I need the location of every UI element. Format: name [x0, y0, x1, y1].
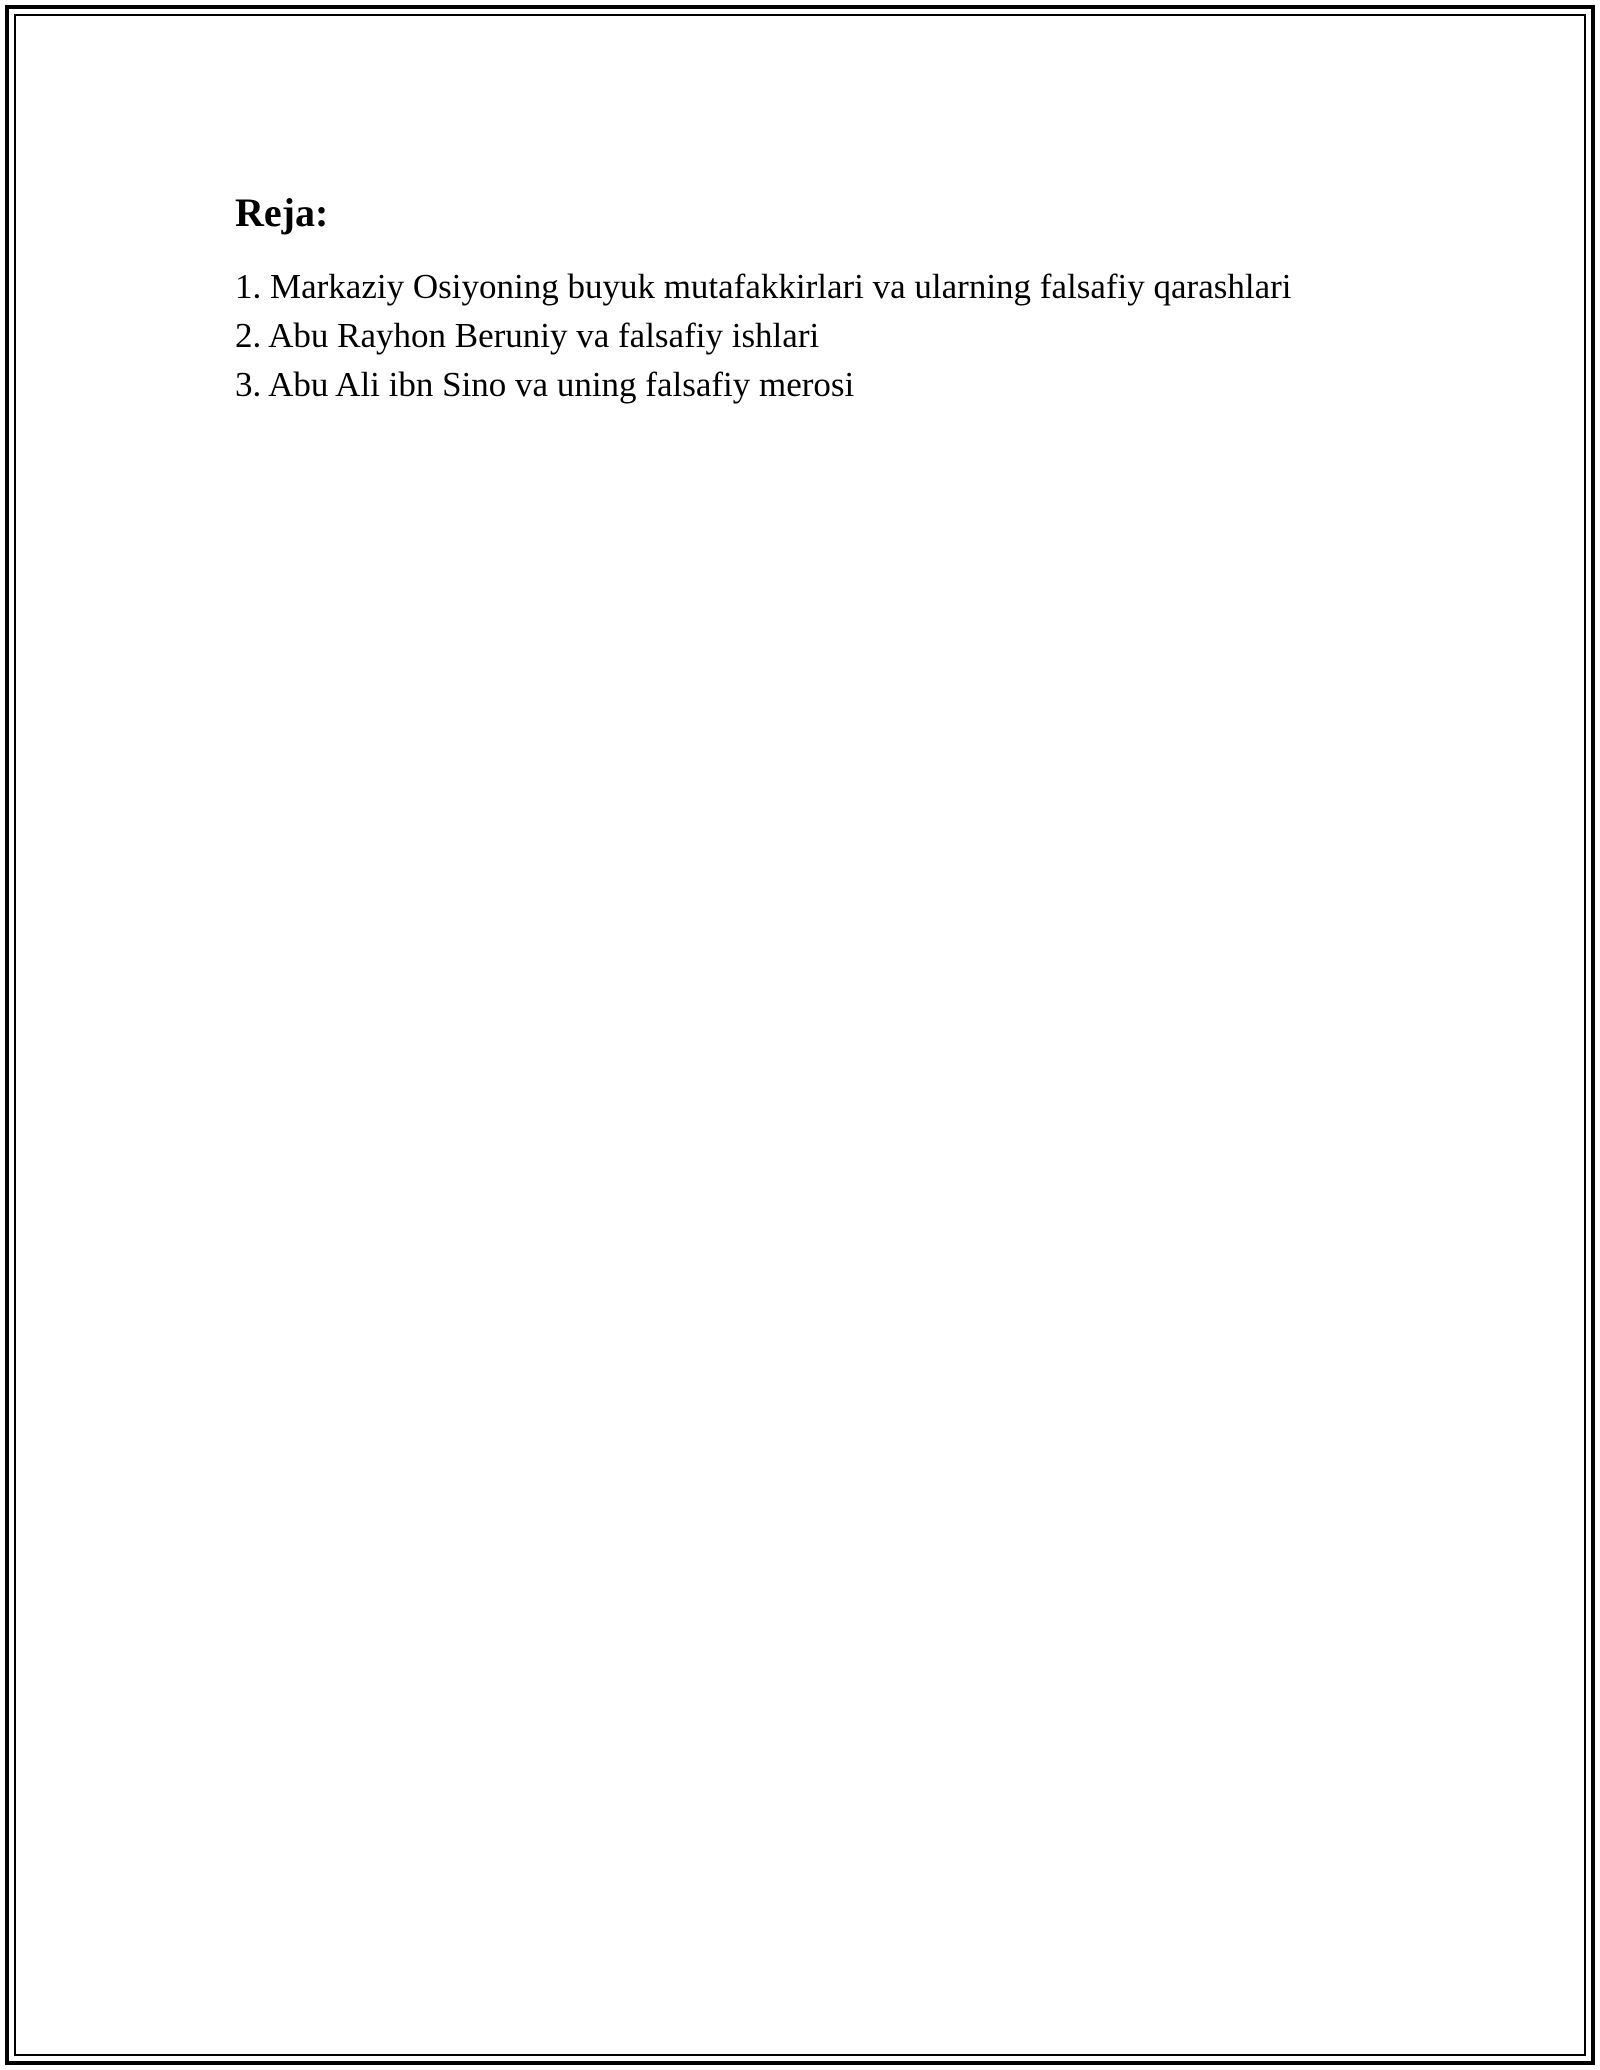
plan-list [235, 262, 1435, 409]
page-content [235, 188, 1435, 409]
plan-item-3: 3. Abu Ali ibn Sino va uning falsafiy merosi [235, 365, 855, 404]
plan-item-2: 2. Abu Rayhon Beruniy va falsafiy ishlari [235, 316, 820, 355]
plan-heading: Reja: [235, 190, 329, 235]
plan-item-1: 1. Markaziy Osiyoning buyuk mutafakkirlari va ularning falsafiy qarashlari [235, 267, 1292, 306]
